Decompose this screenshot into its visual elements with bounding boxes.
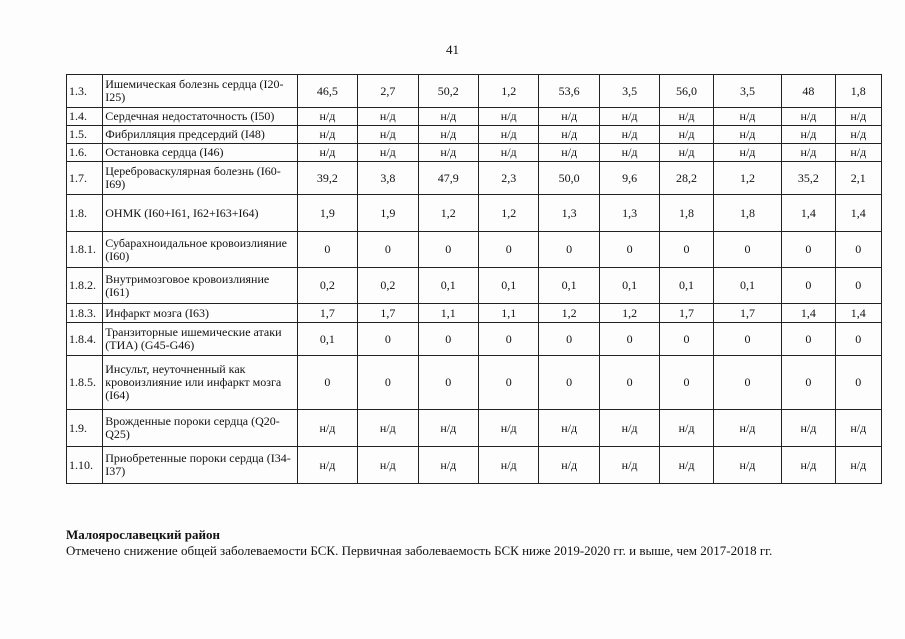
- value-cell: н/д: [358, 410, 418, 447]
- row-number: 1.8.4.: [67, 323, 103, 356]
- table-row: [67, 75, 882, 108]
- value-cell: н/д: [479, 126, 539, 144]
- row-number: 1.8.1.: [67, 232, 103, 268]
- value-cell: 0,1: [297, 323, 357, 356]
- value-cell: н/д: [418, 144, 478, 162]
- table-row: [67, 410, 882, 447]
- table-row: [67, 323, 882, 356]
- table-row: [67, 108, 882, 126]
- value-cell: 0: [418, 323, 478, 356]
- value-cell: 0,1: [713, 268, 782, 304]
- value-cell: 0,1: [660, 268, 713, 304]
- value-cell: 0: [479, 356, 539, 410]
- value-cell: 1,1: [418, 304, 478, 323]
- value-cell: 0: [782, 323, 835, 356]
- row-number: 1.8.2.: [67, 268, 103, 304]
- value-cell: 1,9: [297, 195, 357, 232]
- value-cell: н/д: [539, 108, 599, 126]
- row-name: Цереброваскулярная болезнь (I60-I69): [103, 162, 297, 195]
- value-cell: н/д: [358, 447, 418, 484]
- row-number: 1.3.: [67, 75, 103, 108]
- value-cell: н/д: [418, 108, 478, 126]
- value-cell: 0: [599, 232, 659, 268]
- value-cell: н/д: [358, 108, 418, 126]
- value-cell: 53,6: [539, 75, 599, 108]
- value-cell: н/д: [479, 108, 539, 126]
- value-cell: н/д: [599, 410, 659, 447]
- value-cell: 0: [713, 232, 782, 268]
- value-cell: н/д: [539, 144, 599, 162]
- value-cell: н/д: [599, 144, 659, 162]
- value-cell: н/д: [297, 144, 357, 162]
- value-cell: н/д: [418, 447, 478, 484]
- value-cell: н/д: [539, 447, 599, 484]
- row-name: Приобретенные пороки сердца (I34-I37): [103, 447, 297, 484]
- value-cell: н/д: [782, 447, 835, 484]
- value-cell: 0: [358, 323, 418, 356]
- value-cell: 1,4: [782, 195, 835, 232]
- value-cell: 0,1: [479, 268, 539, 304]
- value-cell: 3,8: [358, 162, 418, 195]
- table-row: [67, 356, 882, 410]
- section-paragraph: Отмечено снижение общей заболеваемости БСК. Первичная заболеваемость БСК ниже 2019-2020 гг. и выше, чем 2017-2018 гг.: [66, 543, 773, 558]
- value-cell: 1,7: [713, 304, 782, 323]
- value-cell: 1,8: [660, 195, 713, 232]
- value-cell: 1,9: [358, 195, 418, 232]
- value-cell: н/д: [835, 410, 881, 447]
- value-cell: 0,2: [297, 268, 357, 304]
- value-cell: 0: [835, 323, 881, 356]
- value-cell: н/д: [782, 144, 835, 162]
- value-cell: 46,5: [297, 75, 357, 108]
- value-cell: 50,0: [539, 162, 599, 195]
- value-cell: 1,1: [479, 304, 539, 323]
- value-cell: 0: [418, 356, 478, 410]
- value-cell: 3,5: [599, 75, 659, 108]
- value-cell: 2,3: [479, 162, 539, 195]
- value-cell: 0: [418, 232, 478, 268]
- value-cell: 1,3: [539, 195, 599, 232]
- value-cell: 0: [782, 356, 835, 410]
- value-cell: н/д: [660, 447, 713, 484]
- row-number: 1.7.: [67, 162, 103, 195]
- value-cell: 2,7: [358, 75, 418, 108]
- value-cell: 1,8: [713, 195, 782, 232]
- value-cell: н/д: [782, 410, 835, 447]
- row-name: ОНМК (I60+I61, I62+I63+I64): [103, 195, 297, 232]
- value-cell: 1,2: [418, 195, 478, 232]
- value-cell: 0,1: [539, 268, 599, 304]
- value-cell: н/д: [297, 108, 357, 126]
- value-cell: н/д: [539, 410, 599, 447]
- value-cell: 9,6: [599, 162, 659, 195]
- value-cell: 56,0: [660, 75, 713, 108]
- value-cell: н/д: [782, 126, 835, 144]
- row-number: 1.8.: [67, 195, 103, 232]
- value-cell: н/д: [599, 126, 659, 144]
- value-cell: 1,2: [599, 304, 659, 323]
- value-cell: 1,4: [835, 195, 881, 232]
- value-cell: н/д: [539, 126, 599, 144]
- row-name: Ишемическая болезнь сердца (I20-I25): [103, 75, 297, 108]
- value-cell: 0: [297, 232, 357, 268]
- value-cell: 0: [539, 232, 599, 268]
- table-row: [67, 447, 882, 484]
- value-cell: 1,2: [479, 75, 539, 108]
- value-cell: 48: [782, 75, 835, 108]
- value-cell: н/д: [418, 126, 478, 144]
- value-cell: 0: [297, 356, 357, 410]
- section-heading: Малоярославецкий район: [66, 527, 220, 542]
- value-cell: 35,2: [782, 162, 835, 195]
- row-number: 1.5.: [67, 126, 103, 144]
- value-cell: 47,9: [418, 162, 478, 195]
- value-cell: н/д: [418, 410, 478, 447]
- value-cell: 0: [835, 232, 881, 268]
- table-row: [67, 144, 882, 162]
- morbidity-table: [66, 74, 882, 484]
- value-cell: н/д: [835, 447, 881, 484]
- value-cell: 1,4: [782, 304, 835, 323]
- row-name: Субарахноидальное кровоизлияние (I60): [103, 232, 297, 268]
- value-cell: н/д: [358, 126, 418, 144]
- value-cell: н/д: [835, 108, 881, 126]
- value-cell: 1,8: [835, 75, 881, 108]
- value-cell: н/д: [297, 447, 357, 484]
- value-cell: н/д: [660, 144, 713, 162]
- value-cell: 0,1: [418, 268, 478, 304]
- value-cell: 0: [358, 356, 418, 410]
- row-number: 1.8.5.: [67, 356, 103, 410]
- value-cell: н/д: [713, 447, 782, 484]
- table-row: [67, 268, 882, 304]
- value-cell: н/д: [713, 144, 782, 162]
- value-cell: 1,4: [835, 304, 881, 323]
- row-number: 1.8.3.: [67, 304, 103, 323]
- row-name: Инфаркт мозга (I63): [103, 304, 297, 323]
- value-cell: 3,5: [713, 75, 782, 108]
- value-cell: н/д: [835, 126, 881, 144]
- value-cell: н/д: [479, 144, 539, 162]
- value-cell: 0: [660, 356, 713, 410]
- value-cell: н/д: [660, 126, 713, 144]
- value-cell: н/д: [297, 410, 357, 447]
- value-cell: 0: [835, 268, 881, 304]
- table-row: [67, 232, 882, 268]
- value-cell: 1,2: [539, 304, 599, 323]
- row-number: 1.6.: [67, 144, 103, 162]
- value-cell: н/д: [835, 144, 881, 162]
- page-number: 41: [446, 42, 459, 57]
- value-cell: 1,7: [660, 304, 713, 323]
- value-cell: н/д: [713, 126, 782, 144]
- value-cell: н/д: [660, 410, 713, 447]
- row-name: Сердечная недостаточность (I50): [103, 108, 297, 126]
- value-cell: 0: [479, 323, 539, 356]
- value-cell: 0: [660, 323, 713, 356]
- table-row: [67, 162, 882, 195]
- row-name: Фибрилляция предсердий (I48): [103, 126, 297, 144]
- value-cell: н/д: [713, 410, 782, 447]
- value-cell: 0,2: [358, 268, 418, 304]
- value-cell: н/д: [782, 108, 835, 126]
- value-cell: 0: [479, 232, 539, 268]
- value-cell: 0: [660, 232, 713, 268]
- value-cell: 50,2: [418, 75, 478, 108]
- table-row: [67, 126, 882, 144]
- value-cell: 1,7: [297, 304, 357, 323]
- row-name: Остановка сердца (I46): [103, 144, 297, 162]
- value-cell: 0: [599, 323, 659, 356]
- value-cell: н/д: [599, 447, 659, 484]
- value-cell: н/д: [660, 108, 713, 126]
- row-name: Транзиторные ишемические атаки (ТИА) (G45-G46): [103, 323, 297, 356]
- value-cell: 0: [782, 232, 835, 268]
- value-cell: 0: [782, 268, 835, 304]
- table-row: [67, 195, 882, 232]
- value-cell: 0: [599, 356, 659, 410]
- value-cell: 1,3: [599, 195, 659, 232]
- value-cell: 39,2: [297, 162, 357, 195]
- table-row: [67, 304, 882, 323]
- value-cell: н/д: [358, 144, 418, 162]
- value-cell: 0: [539, 356, 599, 410]
- value-cell: н/д: [297, 126, 357, 144]
- value-cell: 2,1: [835, 162, 881, 195]
- table-body: [67, 75, 882, 484]
- value-cell: н/д: [479, 447, 539, 484]
- row-name: Внутримозговое кровоизлияние (I61): [103, 268, 297, 304]
- row-number: 1.9.: [67, 410, 103, 447]
- value-cell: 0: [713, 323, 782, 356]
- value-cell: 0: [358, 232, 418, 268]
- value-cell: н/д: [479, 410, 539, 447]
- value-cell: 0,1: [599, 268, 659, 304]
- row-number: 1.4.: [67, 108, 103, 126]
- value-cell: 0: [713, 356, 782, 410]
- value-cell: 0: [539, 323, 599, 356]
- value-cell: 28,2: [660, 162, 713, 195]
- value-cell: н/д: [599, 108, 659, 126]
- value-cell: 1,7: [358, 304, 418, 323]
- value-cell: н/д: [713, 108, 782, 126]
- row-name: Врожденные пороки сердца (Q20-Q25): [103, 410, 297, 447]
- value-cell: 0: [835, 356, 881, 410]
- row-number: 1.10.: [67, 447, 103, 484]
- row-name: Инсульт, неуточненный как кровоизлияние или инфаркт мозга (I64): [103, 356, 297, 410]
- value-cell: 1,2: [713, 162, 782, 195]
- value-cell: 1,2: [479, 195, 539, 232]
